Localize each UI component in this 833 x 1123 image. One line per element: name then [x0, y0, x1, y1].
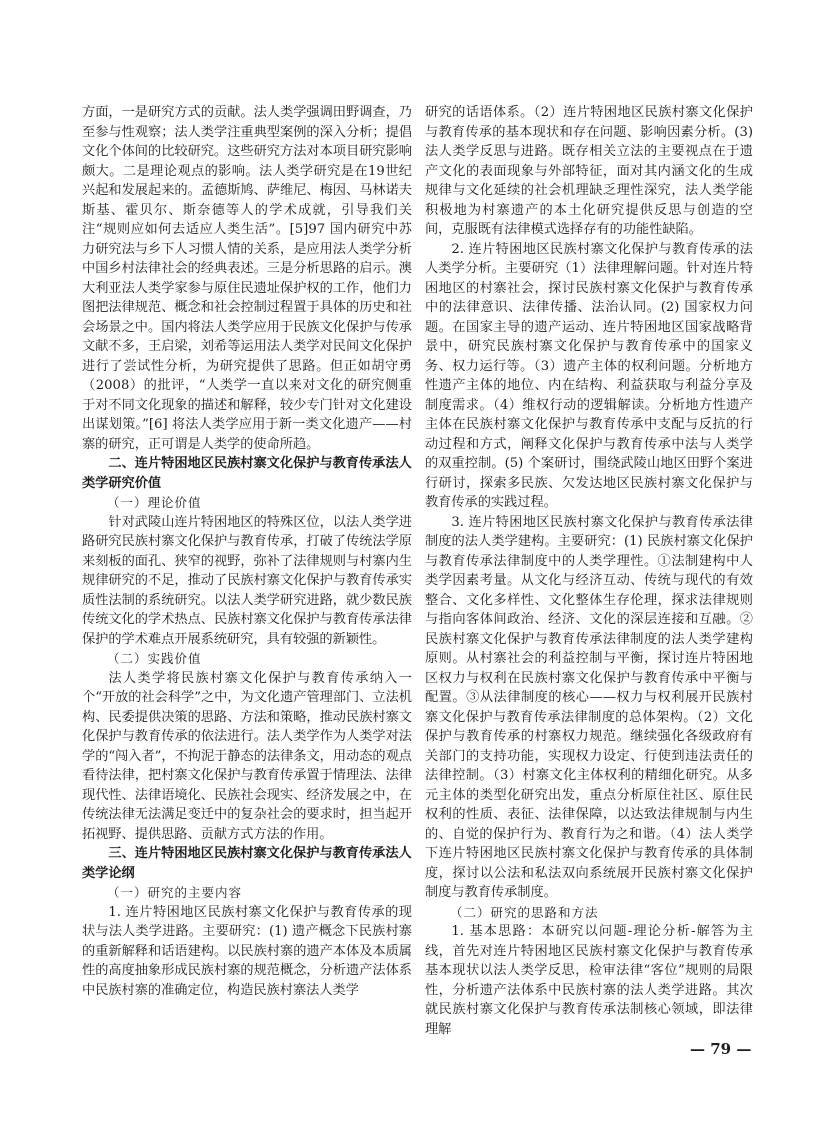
paragraph: 1. 基本思路：本研究以问题-理论分析-解答为主线，首先对连片特困地区民族村寨文化保护与教育传承基本现状以法人类学反思，检审法律“客位”规则的局限性，分析遗产法体系中民族村寨的法人类学进路。其次就民族村寨文化保护与教育传承法制核心领域，即法律理解 — [425, 924, 753, 1037]
paragraph: 1. 连片特困地区民族村寨文化保护与教育传承的现状与法人类学进路。主要研究：(1) 遗产概念下民族村寨的重新解释和话语建构。以民族村寨的遗产本体及本质属性的高度抽象形成民族村寨的规范概念，分析遗产法体系中民族村寨的准确定位，构造民族村寨法人类学 — [82, 904, 412, 998]
section-heading: 二、连片特困地区民族村寨文化保护与教育传承法人类学研究价值 — [82, 456, 412, 491]
paragraph: 2. 连片特困地区民族村寨文化保护与教育传承的法人类学分析。主要研究（1）法律理解问题。针对连片特困地区的村寨社会，探讨民族村寨文化保护与教育传承中的法律意识、法律传播、法治认同。(2) 国家权力问题。在国家主导的遗产运动、连片特困地区国家战略背景中，研究民族村寨文化保护与教育传承中的国家义务、权力运行等。（3）遗产主体的权利问题。分析地方性遗产主体的地位、内在结构、利益获取与利益分享及制度需求。（4）维权行动的逻辑解读。分析地方性遗产主体在民族村寨文化保护与教育传承中支配与反抗的行动过程和方式，阐释文化保护与教育传承中法与人类学的双重控制。(5) 个案研讨，围绕武陵山地区田野个案进行研讨，探索多民族、欠发达地区民族村寨文化保护与教育传承的实践过程。 — [425, 241, 753, 510]
left-column — [82, 103, 412, 1000]
subsection-heading: （一）理论价值 — [107, 495, 202, 510]
section-heading: 三、连片特困地区民族村寨文化保护与教育传承法人类学论纲 — [82, 846, 412, 881]
right-column — [425, 103, 753, 1039]
subsection-heading: （一）研究的主要内容 — [107, 885, 243, 900]
paragraph: 针对武陵山连片特困地区的特殊区位，以法人类学进路研究民族村寨文化保护与教育传承，打破了传统法学原来刻板的面孔、狭窄的视野，弥补了法律规则与村寨内生规律研究的不足，推动了民族村寨文化保护与教育传承实质性法制的系统研究。以法人类学研究进路，就少数民族传统文化的学术热点、民族村寨文化保护与教育传承法律保护的学术难点开展系统研究，具有较强的新颖性。 — [82, 514, 412, 647]
paragraph: 方面，一是研究方式的贡献。法人类学强调田野调查，乃至参与性观察；法人类学注重典型案例的深入分析；提倡文化个体间的比较研究。这些研究方法对本项目研究影响颇大。二是理论观点的影响。法人类学研究是在19世纪兴起和发展起来的。孟德斯鸠、萨维尼、梅因、马林诺夫斯基、霍贝尔、斯奈德等人的学术成就，引导我们关注“规则应如何去适应人类生活”。[5]97 国内研究中苏力研究法与乡下人习惯人情的关系，是应用法人类学分析中国乡村法律社会的经典表述。三是分析思路的启示。澳大利亚法人类学家参与原住民遗址保护权的工作，他们力图把法律规范、概念和社会控制过程置于具体的历史和社会场景之中。国内将法人类学应用于民族文化保护与传承文献不多，王启梁，刘希等运用法人类学对民间文化保护进行了尝试性分析，为研究提供了思路。但正如胡守勇（2008）的批评，“人类学一直以来对文化的研究侧重于对不同文化现象的描述和解释，较少专门针对文化建设出谋划策。”[6] 将法人类学应用于新一类文化遗产——村寨的研究，正可谓是人类学的使命所趋。 — [82, 105, 412, 452]
subsection-heading: （二）实践价值 — [107, 651, 202, 666]
page-number: — 79 — — [690, 1040, 752, 1058]
paragraph: 3. 连片特困地区民族村寨文化保护与教育传承法律制度的法人类学建构。主要研究：(1) 民族村寨文化保护与教育传承法律制度中的人类学理性。①法制建构中人类学因素考量。从文化与经济互动、传统与现代的有效整合、文化多样性、文化整体生存伦理，探求法律规则与指向客体间政治、经济、文化的深层连接和互融。②民族村寨文化保护与教育传承法律制度的法人类学建构原则。从村寨社会的利益控制与平衡，探讨连片特困地区权力与权利在民族村寨文化保护与教育传承中平衡与配置。③从法律制度的核心——权力与权利展开民族村寨文化保护与教育传承法律制度的总体架构。（2）文化保护与教育传承的村寨权力规范。继续强化各级政府有关部门的支持功能，实现权力设定、行使到违法责任的法律控制。（3）村寨文化主体权利的精细化研究。从多元主体的类型化研究出发，重点分析原住社区、原住民权利的性质、表征、法律保障，以达致法律规制与内生的、自觉的保护行为、教育行为之和谐。（4）法人类学下连片特困地区民族村寨文化保护与教育传承的具体制度，探讨以公法和私法双向系统展开民族村寨文化保护制度与教育传承制度。 — [425, 514, 753, 900]
paragraph: 研究的话语体系。（2）连片特困地区民族村寨文化保护与教育传承的基本现状和存在问题、影响因素分析。(3) 法人类学反思与进路。既存相关立法的主要视点在于遗产文化的表面现象与外部特征，面对其内涵文化的生成规律与文化延续的社会机理缺乏理性深究，法人类学能积极地为村寨遗产的本土化研究提供反思与创造的空间，克服既有法律模式选择存有的功能性缺陷。 — [425, 105, 753, 237]
paragraph: 法人类学将民族村寨文化保护与教育传承纳入一个“开放的社会科学”之中，为文化遗产管理部门、立法机构、民委提供决策的思路、方法和策略，推动民族村寨文化保护与教育传承的依法进行。法人类学作为人类学对法学的“闯入者”，不拘泥于静态的法律条文，用动态的观点看待法律，把村寨文化保护与教育传承置于情理法、法律现代性、法律语境化、民族社会现实、经济发展之中，在传统法律无法满足变迁中的复杂社会的要求时，担当起开拓视野、提供思路、贡献方式方法的作用。 — [82, 670, 412, 842]
subsection-heading: （二）研究的思路和方法 — [450, 904, 599, 920]
